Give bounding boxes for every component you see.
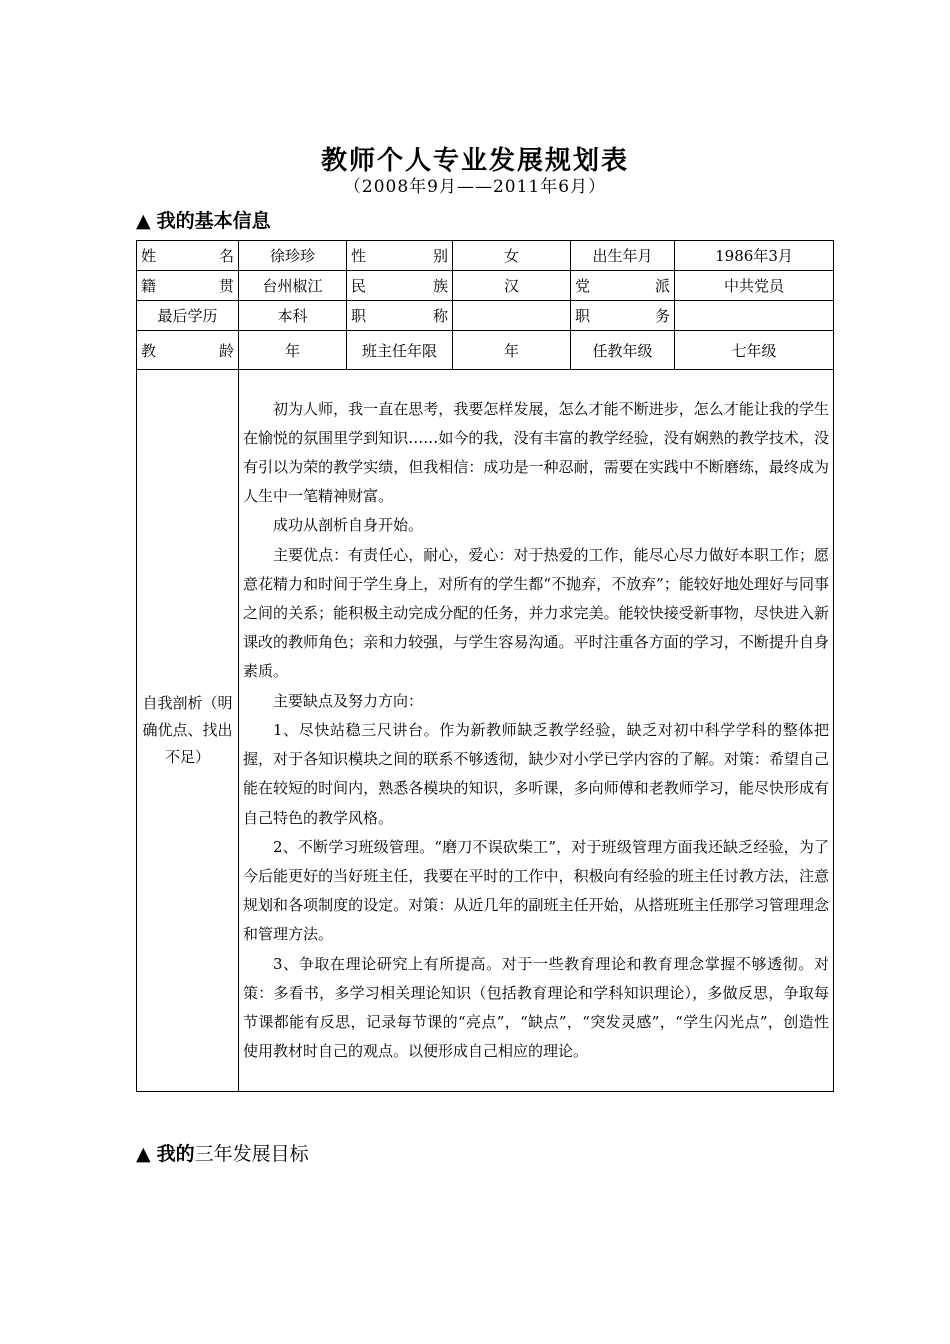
paragraph: 3、争取在理论研究上有所提高。对于一些教育理论和教育理念掌握不够透彻。对策：多看书，多学习相关理论知识（包括教育理论和学科知识理论），多做反思，争取每节课都能有反思，记录每节课的“亮点”，“缺点”，“突发灵感”，“学生闪光点”，创造性使用教材时自己的观点。以便形成自己相应的理论。 <box>243 954 829 1061</box>
head-teacher-years-label: 班主任年限 <box>347 331 453 370</box>
triangle-icon: ▲ <box>136 1143 151 1165</box>
gender-value: 女 <box>453 241 571 271</box>
teaching-years-label: 教 龄 <box>137 331 239 370</box>
title-value <box>453 301 571 331</box>
section-label-bold: 我的 <box>156 1143 195 1165</box>
table-row <box>137 241 834 271</box>
party-label: 党 派 <box>571 271 675 301</box>
section-goals-heading <box>136 1139 309 1166</box>
paragraph: 2、不断学习班级管理。“磨刀不误砍柴工”，对于班级管理方面我还缺乏经验，为了今后能更好的当好班主任，我要在平时的工作中，积极向有经验的班主任讨教方法，注意规划和各项制度的设定。对策：从近几年的副班主任开始，从搭班班主任那学习管理理念和管理方法。 <box>243 837 829 944</box>
section-label: 我的基本信息 <box>156 210 271 232</box>
self-analysis-row <box>137 370 834 1092</box>
education-label: 最后学历 <box>137 301 239 331</box>
self-analysis-content <box>239 370 834 1092</box>
native-value: 台州椒江 <box>239 271 347 301</box>
document-subtitle: （2008年9月——2011年6月） <box>343 177 607 197</box>
grade-value: 七年级 <box>675 331 834 370</box>
paragraph: 主要优点：有责任心，耐心，爱心：对于热爱的工作，能尽心尽力做好本职工作；愿意花精力和时间于学生身上，对所有的学生都“不抛弃，不放弃”；能较好地处理好与同事之间的关系；能积极主动完成分配的任务，并力求完美。能较快接受新事物，尽快进入新课改的教师角色；亲和力较强，与学生容易沟通。平时注重各方面的学习，不断提升自身素质。 <box>243 545 829 681</box>
paragraph: 1、尽快站稳三尺讲台。作为新教师缺乏教学经验，缺乏对初中科学学科的整体把握，对于各知识模块之间的联系不够透彻，缺少对小学已学内容的了解。对策：希望自己能在较短的时间内，熟悉各模块的知识，多听课，多向师傅和老教师学习，能尽快形成有自己特色的教学风格。 <box>243 720 829 827</box>
table-row <box>137 271 834 301</box>
duty-label: 职 务 <box>571 301 675 331</box>
paragraph: 成功从剖析自身开始。 <box>273 516 424 535</box>
head-teacher-years-value: 年 <box>453 331 571 370</box>
document-title: 教师个人专业发展规划表 <box>320 146 629 176</box>
grade-label: 任教年级 <box>571 331 675 370</box>
title-label: 职 称 <box>347 301 453 331</box>
section-basic-info-heading <box>136 206 271 233</box>
basic-info-table <box>136 240 834 1092</box>
name-value: 徐珍珍 <box>239 241 347 271</box>
paragraph: 主要缺点及努力方向： <box>273 691 424 710</box>
section-label-rest: 三年发展目标 <box>194 1143 309 1165</box>
name-label: 姓 名 <box>137 241 239 271</box>
birth-label: 出生年月 <box>571 241 675 271</box>
teaching-years-value: 年 <box>239 331 347 370</box>
party-value: 中共党员 <box>675 271 834 301</box>
birth-value: 1986年3月 <box>675 241 834 271</box>
native-label: 籍 贯 <box>137 271 239 301</box>
triangle-icon: ▲ <box>136 210 151 232</box>
ethnic-value: 汉 <box>453 271 571 301</box>
education-value: 本科 <box>239 301 347 331</box>
gender-label: 性 别 <box>347 241 453 271</box>
table-row <box>137 331 834 370</box>
paragraph: 初为人师，我一直在思考，我要怎样发展，怎么才能不断进步，怎么才能让我的学生在愉悦的氛围里学到知识……如今的我，没有丰富的教学经验，没有娴熟的教学技术，没有引以为荣的教学实绩，但我相信：成功是一种忍耐，需要在实践中不断磨练，最终成为人生中一笔精神财富。 <box>243 399 829 506</box>
self-analysis-label: 自我剖析（明确优点、找出不足） <box>137 370 239 1092</box>
table-row <box>137 301 834 331</box>
ethnic-label: 民 族 <box>347 271 453 301</box>
duty-value <box>675 301 834 331</box>
